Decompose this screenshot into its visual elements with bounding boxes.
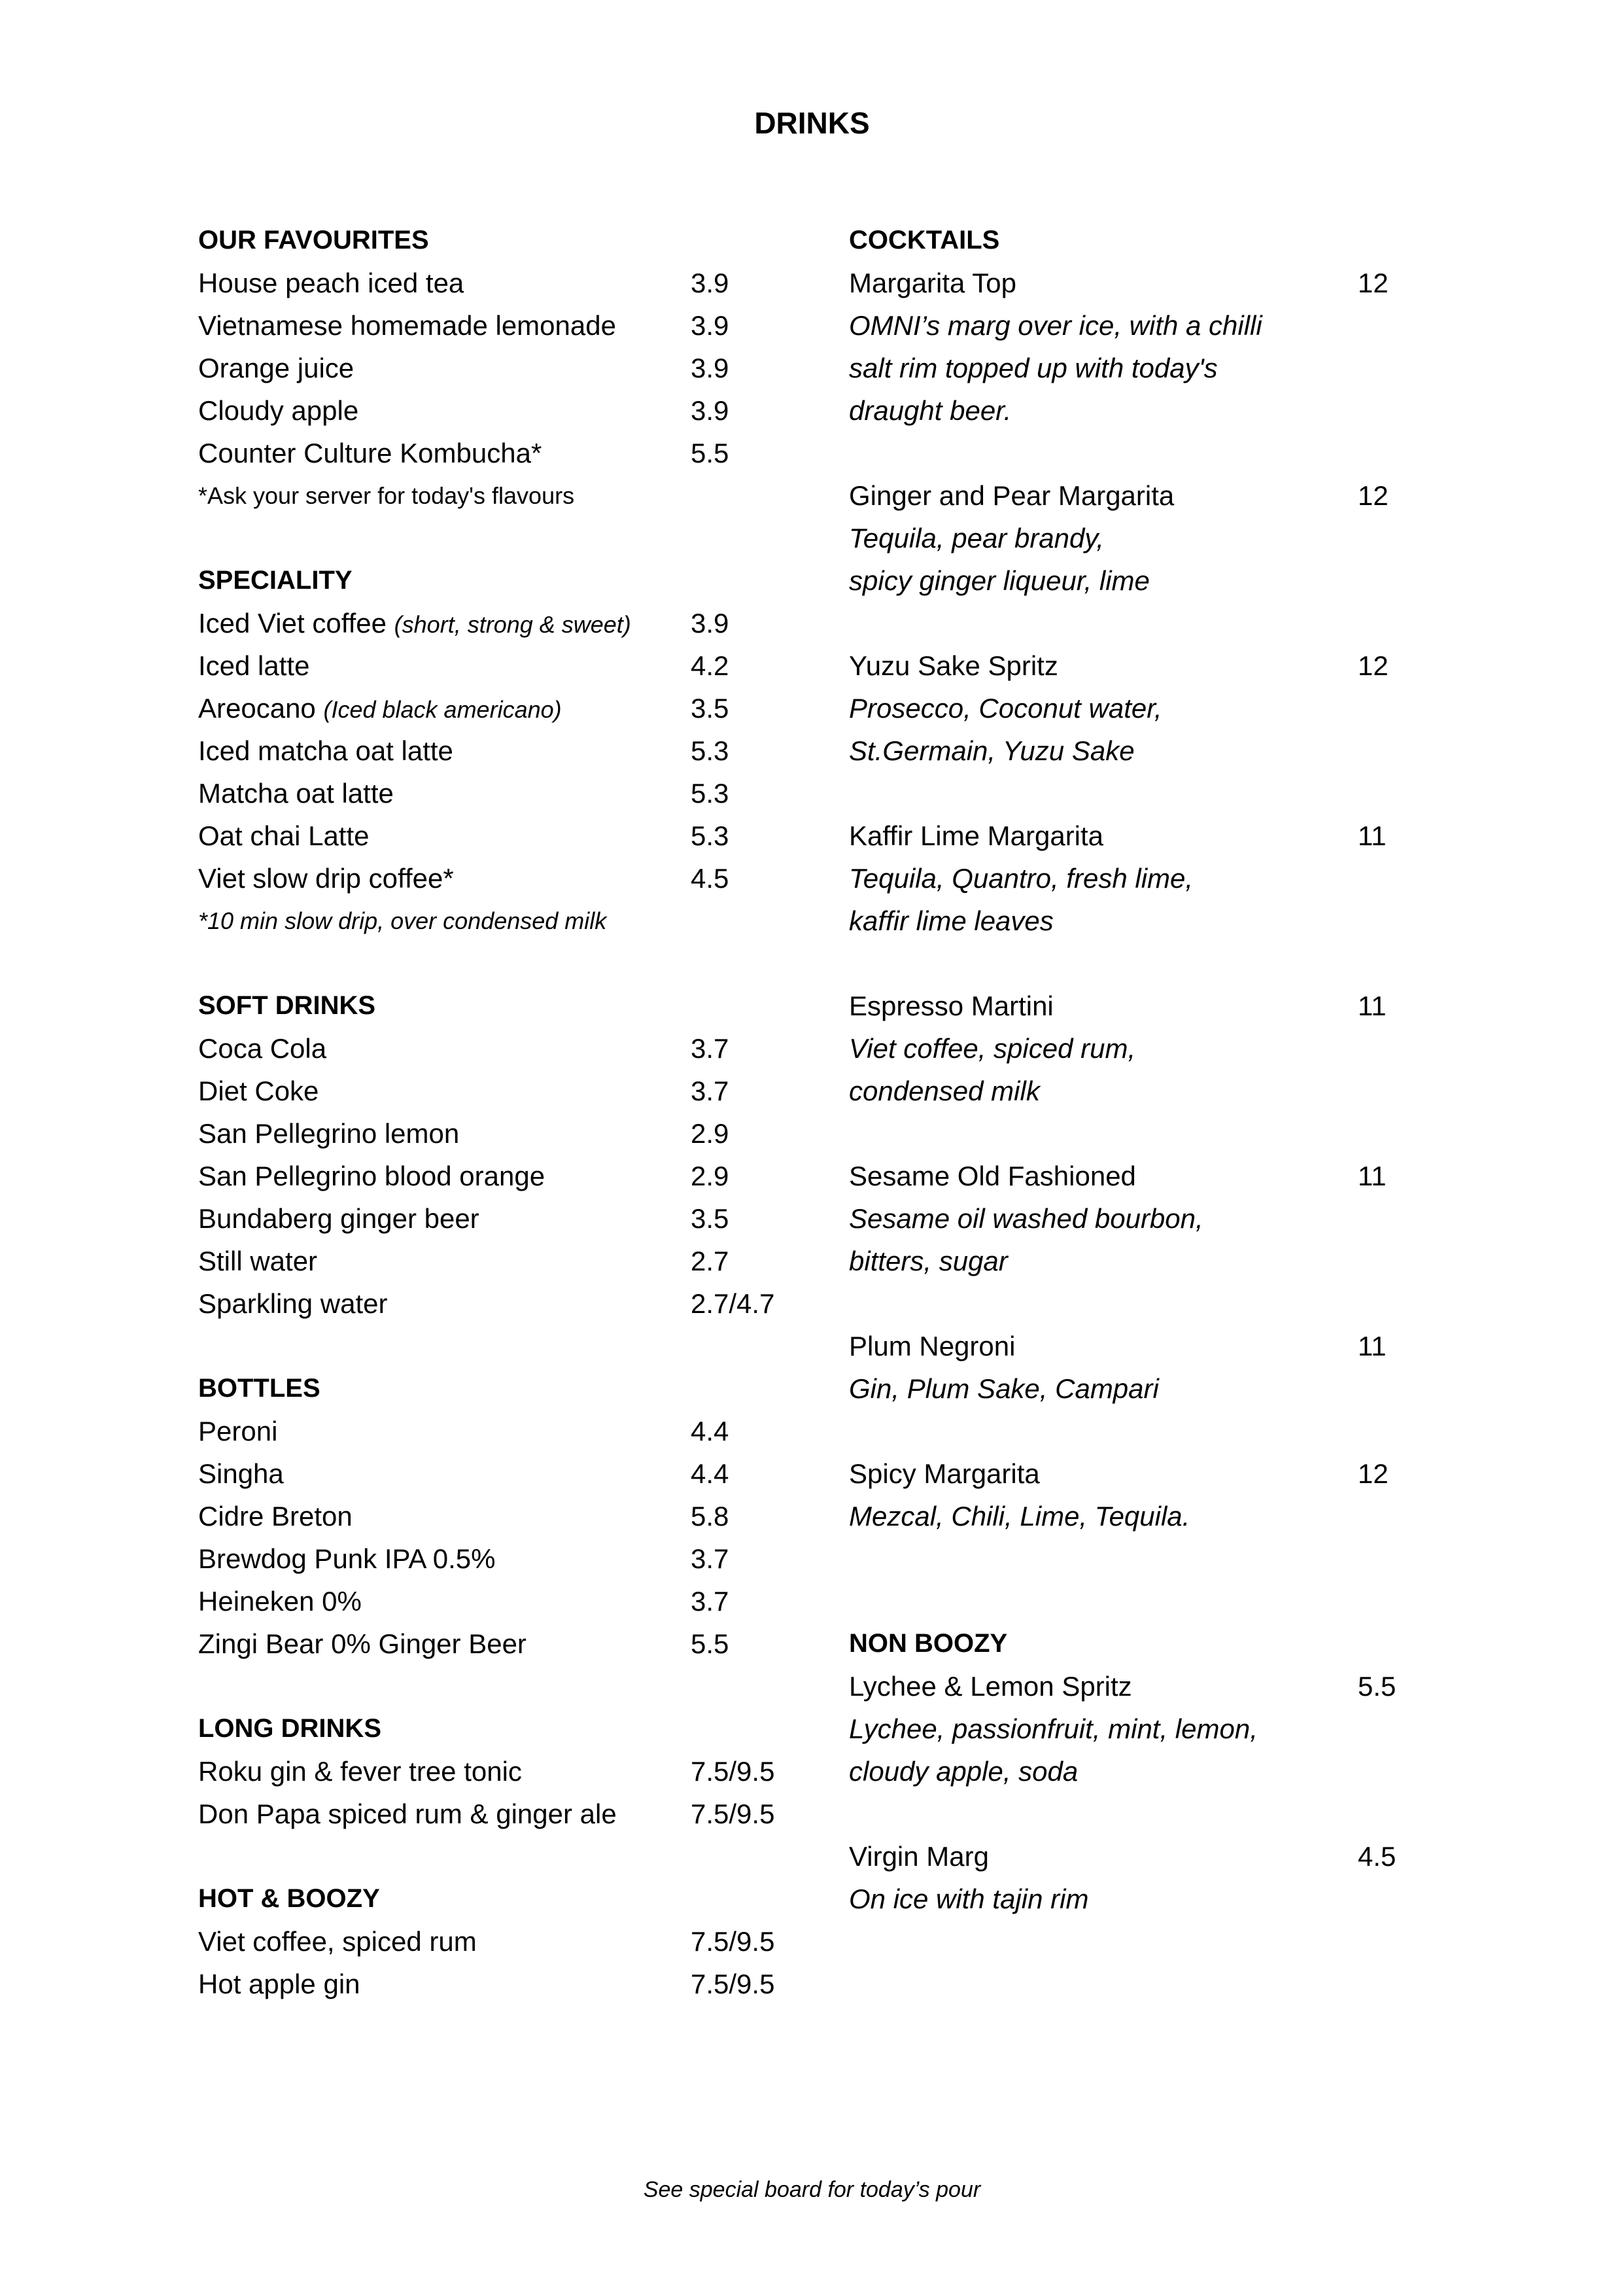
menu-item <box>198 432 813 474</box>
menu-section <box>198 1367 813 1665</box>
item-name: Plum Negroni <box>849 1331 1016 1361</box>
item-description: On ice with tajin rim <box>849 1883 1089 1914</box>
item-name-wrap <box>198 1155 545 1197</box>
item-name-wrap <box>198 1793 617 1835</box>
menu-section <box>198 559 813 942</box>
cocktail-item <box>849 1155 1438 1282</box>
item-price: 3.9 <box>691 310 729 341</box>
section-heading: HOT & BOOZY <box>198 1884 380 1913</box>
item-name: San Pellegrino lemon <box>198 1118 460 1149</box>
item-description: kaffir lime leaves <box>849 905 1054 936</box>
item-qualifier: (short, strong & sweet) <box>394 611 631 638</box>
item-name: Matcha oat latte <box>198 778 394 809</box>
item-name-wrap <box>198 1410 277 1452</box>
item-name: Areocano <box>198 693 316 724</box>
item-price: 4.5 <box>1358 1841 1396 1872</box>
item-name-wrap <box>198 857 454 900</box>
item-price: 3.9 <box>691 395 729 426</box>
item-name-wrap <box>198 772 394 815</box>
menu-item <box>198 262 813 304</box>
item-name-wrap <box>198 1580 362 1622</box>
item-price: 12 <box>1358 1458 1389 1489</box>
section-heading-cocktails: COCKTAILS <box>849 226 1000 254</box>
item-description: bitters, sugar <box>849 1246 1008 1276</box>
item-name: Singha <box>198 1458 284 1489</box>
menu-item <box>198 304 813 347</box>
item-price: 5.5 <box>1358 1671 1396 1702</box>
item-description: Gin, Plum Sake, Campari <box>849 1373 1159 1404</box>
item-name-wrap <box>198 432 542 474</box>
item-price: 5.3 <box>691 735 729 766</box>
cocktail-item <box>849 262 1438 432</box>
item-description: cloudy apple, soda <box>849 1756 1079 1787</box>
item-description: Tequila, pear brandy, <box>849 523 1104 553</box>
item-name: Yuzu Sake Spritz <box>849 650 1058 681</box>
item-price: 11 <box>1358 1161 1387 1191</box>
item-name-wrap <box>198 1963 360 2005</box>
item-name-wrap <box>198 347 354 389</box>
cocktail-item <box>849 1325 1438 1410</box>
menu-item <box>198 1282 813 1325</box>
left-column <box>198 219 813 2048</box>
cocktail-row <box>849 1325 1438 1367</box>
item-name-wrap <box>198 1622 527 1665</box>
item-name: Espresso Martini <box>849 990 1054 1021</box>
item-price: 5.8 <box>691 1501 729 1532</box>
section-heading-non-boozy: NON BOOZY <box>849 1629 1008 1658</box>
item-price: 5.5 <box>691 438 729 468</box>
item-name: Margarita Top <box>849 268 1017 298</box>
menu-item <box>198 1410 813 1452</box>
item-name-wrap <box>198 1920 477 1963</box>
item-description: Mezcal, Chili, Lime, Tequila. <box>849 1501 1190 1532</box>
item-price: 7.5/9.5 <box>691 1969 775 1999</box>
item-price: 12 <box>1358 480 1389 511</box>
item-name: Kaffir Lime Margarita <box>849 820 1104 851</box>
item-price: 4.2 <box>691 650 729 681</box>
item-price: 4.5 <box>691 863 729 894</box>
item-price: 7.5/9.5 <box>691 1756 775 1787</box>
menu-section <box>198 219 813 517</box>
cocktail-item <box>849 644 1438 772</box>
item-price: 3.7 <box>691 1076 729 1106</box>
item-name-wrap <box>198 1197 479 1240</box>
menu-item <box>198 1920 813 1963</box>
item-name: Diet Coke <box>198 1076 319 1106</box>
menu-item <box>198 1452 813 1495</box>
page-title: DRINKS <box>754 106 870 140</box>
item-name-wrap <box>198 389 358 432</box>
item-name-wrap <box>198 1112 459 1155</box>
item-name-wrap <box>198 1070 319 1112</box>
cocktail-row <box>849 1452 1438 1495</box>
item-price: 3.9 <box>691 268 729 298</box>
menu-item <box>198 1495 813 1537</box>
cocktail-row <box>849 1665 1438 1708</box>
item-price: 11 <box>1358 1331 1387 1361</box>
item-price: 11 <box>1358 820 1387 851</box>
item-name: Lychee & Lemon Spritz <box>849 1671 1132 1702</box>
item-name-wrap <box>198 1750 522 1793</box>
menu-item <box>198 1622 813 1665</box>
item-name: San Pellegrino blood orange <box>198 1161 545 1191</box>
item-price: 2.9 <box>691 1118 729 1149</box>
item-name: Heineken 0% <box>198 1586 362 1617</box>
item-name: Bundaberg ginger beer <box>198 1203 479 1234</box>
menu-item <box>198 389 813 432</box>
cocktails-section <box>849 219 1438 1537</box>
item-description: draught beer. <box>849 395 1012 426</box>
item-price: 3.9 <box>691 353 729 383</box>
menu-item <box>198 1963 813 2005</box>
item-name: Sesame Old Fashioned <box>849 1161 1136 1191</box>
cocktail-item <box>849 1452 1438 1537</box>
item-name: Peroni <box>198 1416 278 1446</box>
item-price: 5.5 <box>691 1628 729 1659</box>
item-price: 2.7/4.7 <box>691 1288 775 1319</box>
item-name: Zingi Bear 0% Ginger Beer <box>198 1628 527 1659</box>
section-heading: SOFT DRINKS <box>198 991 376 1020</box>
item-price: 3.5 <box>691 1203 729 1234</box>
section-heading: BOTTLES <box>198 1374 320 1403</box>
cocktail-row <box>849 1835 1438 1878</box>
cocktail-item <box>849 1665 1438 1793</box>
item-name-wrap <box>198 304 616 347</box>
item-name: Viet coffee, spiced rum <box>198 1926 477 1957</box>
item-price: 3.7 <box>691 1033 729 1064</box>
item-price: 3.9 <box>691 608 729 639</box>
item-name: Viet slow drip coffee* <box>198 863 454 894</box>
item-description: spicy ginger liqueur, lime <box>849 565 1150 596</box>
item-price: 7.5/9.5 <box>691 1926 775 1957</box>
item-name: Hot apple gin <box>198 1969 360 1999</box>
menu-item <box>198 729 813 772</box>
item-price: 3.7 <box>691 1543 729 1574</box>
item-name: Orange juice <box>198 353 354 383</box>
menu-item <box>198 687 813 729</box>
item-price: 2.7 <box>691 1246 729 1276</box>
item-price: 4.4 <box>691 1416 729 1446</box>
item-price: 5.3 <box>691 820 729 851</box>
item-name-wrap <box>198 602 631 646</box>
item-price: 11 <box>1358 990 1387 1021</box>
non-boozy-section <box>849 1622 1438 1920</box>
item-name: Sparkling water <box>198 1288 388 1319</box>
item-name: Roku gin & fever tree tonic <box>198 1756 522 1787</box>
item-name: Iced Viet coffee <box>198 608 387 639</box>
item-description: Sesame oil washed bourbon, <box>849 1203 1203 1234</box>
item-name-wrap <box>198 644 309 687</box>
section-heading: SPECIALITY <box>198 566 353 595</box>
item-name: Vietnamese homemade lemonade <box>198 310 616 341</box>
item-name-wrap <box>198 1537 496 1580</box>
menu-item <box>198 1112 813 1155</box>
item-name-wrap <box>198 1452 284 1495</box>
cocktail-row <box>849 262 1438 304</box>
item-name: Ginger and Pear Margarita <box>849 480 1175 511</box>
item-name-wrap <box>198 687 562 731</box>
cocktail-item <box>849 815 1438 942</box>
item-description: salt rim topped up with today's <box>849 353 1218 383</box>
menu-item <box>198 1537 813 1580</box>
item-name-wrap <box>198 815 370 857</box>
section-heading: LONG DRINKS <box>198 1714 381 1743</box>
item-name: Don Papa spiced rum & ginger ale <box>198 1798 617 1829</box>
section-note: *Ask your server for today's flavours <box>198 482 575 509</box>
item-name-wrap <box>198 1240 317 1282</box>
menu-item <box>198 1155 813 1197</box>
menu-section <box>198 1708 813 1835</box>
item-name: Still water <box>198 1246 318 1276</box>
cocktail-item <box>849 985 1438 1112</box>
item-description: Tequila, Quantro, fresh lime, <box>849 863 1194 894</box>
cocktail-row <box>849 644 1438 687</box>
item-description: condensed milk <box>849 1076 1040 1106</box>
item-description: St.Germain, Yuzu Sake <box>849 735 1135 766</box>
item-price: 3.5 <box>691 693 729 724</box>
menu-item <box>198 1240 813 1282</box>
item-name: Oat chai Latte <box>198 820 370 851</box>
footer-note: See special board for today’s pour <box>643 2177 981 2202</box>
menu-item <box>198 1070 813 1112</box>
item-name-wrap <box>198 1282 387 1325</box>
menu-item <box>198 1750 813 1793</box>
item-description: Lychee, passionfruit, mint, lemon, <box>849 1713 1258 1744</box>
item-name: Iced latte <box>198 650 310 681</box>
item-price: 2.9 <box>691 1161 729 1191</box>
menu-item <box>198 1793 813 1835</box>
item-description: Viet coffee, spiced rum, <box>849 1033 1136 1064</box>
item-price: 12 <box>1358 650 1389 681</box>
cocktail-row <box>849 474 1438 517</box>
item-name-wrap <box>198 1495 353 1537</box>
item-price: 3.7 <box>691 1586 729 1617</box>
item-name: House peach iced tea <box>198 268 464 298</box>
menu-item <box>198 644 813 687</box>
item-price: 12 <box>1358 268 1389 298</box>
item-description: Prosecco, Coconut water, <box>849 693 1162 724</box>
item-price: 7.5/9.5 <box>691 1798 775 1829</box>
item-name-wrap <box>198 1027 326 1070</box>
cocktail-row <box>849 985 1438 1027</box>
item-name: Virgin Marg <box>849 1841 989 1872</box>
section-heading: OUR FAVOURITES <box>198 226 429 254</box>
item-name: Cloudy apple <box>198 395 359 426</box>
menu-item <box>198 347 813 389</box>
item-name: Counter Culture Kombucha* <box>198 438 542 468</box>
menu-item <box>198 815 813 857</box>
item-name: Cidre Breton <box>198 1501 353 1532</box>
item-price: 5.3 <box>691 778 729 809</box>
menu-item <box>198 602 813 644</box>
item-qualifier: (Iced black americano) <box>323 696 562 723</box>
cocktail-item <box>849 1835 1438 1920</box>
spacer <box>849 1580 1438 1622</box>
cocktail-row <box>849 1155 1438 1197</box>
menu-item <box>198 1027 813 1070</box>
item-price: 4.4 <box>691 1458 729 1489</box>
menu-section <box>198 985 813 1325</box>
cocktail-row <box>849 815 1438 857</box>
right-column <box>849 219 1438 1963</box>
item-name: Brewdog Punk IPA 0.5% <box>198 1543 496 1574</box>
item-name: Spicy Margarita <box>849 1458 1040 1489</box>
menu-item <box>198 772 813 815</box>
item-name-wrap <box>198 729 453 772</box>
item-name: Iced matcha oat latte <box>198 735 453 766</box>
cocktail-item <box>849 474 1438 602</box>
item-name: Coca Cola <box>198 1033 327 1064</box>
item-description: OMNI’s marg over ice, with a chilli <box>849 310 1262 341</box>
menu-item <box>198 857 813 900</box>
item-name-wrap <box>198 262 464 304</box>
section-note: *10 min slow drip, over condensed milk <box>198 907 607 934</box>
menu-item <box>198 1580 813 1622</box>
menu-item <box>198 1197 813 1240</box>
menu-section <box>198 1878 813 2005</box>
